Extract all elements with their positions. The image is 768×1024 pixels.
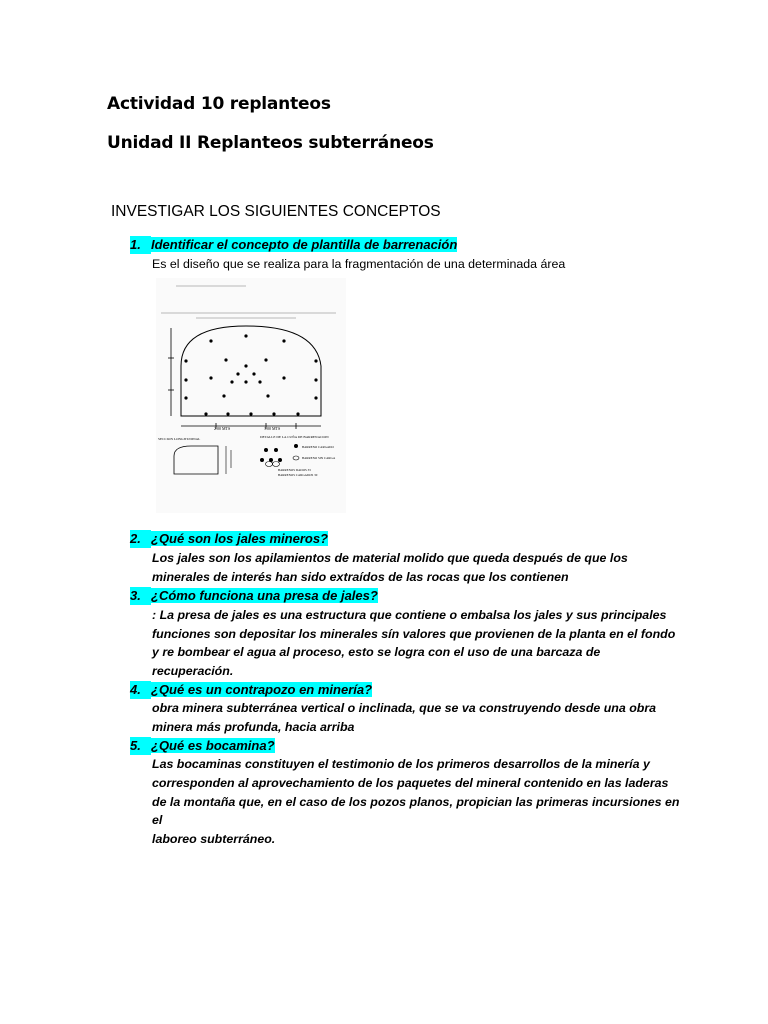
answer-5-line-2: corresponden al aprovechamiento de los paquetes del mineral contenido en las laderas [152, 776, 669, 790]
diagram-label-side-view: SECCION LONGITUDINAL [158, 437, 201, 441]
diagram-totals-2: BARRENOS CARGADOS 30 [278, 473, 318, 477]
diagram-legend-loaded: BARRENO CARGADO [302, 445, 334, 449]
question-5 [130, 737, 275, 755]
answer-3-line-3: y re bombear el agua al proceso, esto se logra con el uso de una barcaza de [152, 645, 601, 659]
question-1 [130, 236, 457, 254]
answer-3-line-4: recuperación. [152, 664, 234, 678]
answer-5-line-4: el [152, 813, 163, 827]
answer-3-line-1: : La presa de jales es una estructura que contiene o embalsa los jales y sus principales [152, 608, 667, 622]
diagram-totals: BARRENOS DADOS 33 [278, 468, 311, 472]
question-text: ¿Cómo funciona una presa de jales? [151, 588, 378, 603]
diagram-legend-unloaded: BARRENO SIN CARGA [302, 456, 336, 460]
question-2 [130, 530, 328, 548]
section-heading: INVESTIGAR LOS SIGUIENTES CONCEPTOS [111, 203, 441, 220]
answer-4-line-1: obra minera subterránea vertical o inclinada, que se va construyendo desde una obra [152, 701, 657, 715]
answer-2-line-2: minerales de interés han sido extraídos de las rocas que los contienen [152, 570, 569, 584]
answer-5-line-1: Las bocaminas constituyen el testimonio de los primeros desarrollos de la minería y [152, 757, 650, 771]
question-text: Identificar el concepto de plantilla de barrenación [151, 237, 458, 252]
question-number: 3. [130, 587, 151, 605]
answer-1-line-1: Es el diseño que se realiza para la fragmentación de una determinada área [152, 257, 566, 271]
document-title: Actividad 10 replanteos [107, 94, 331, 114]
question-number: 4. [130, 681, 151, 699]
answer-5-line-3: de la montaña que, en el caso de los pozos planos, propician las primeras incursiones en [152, 795, 680, 809]
question-text: ¿Qué es un contrapozo en minería? [151, 682, 373, 697]
diagram-label-mts-right: 1.00 MTS [264, 426, 281, 431]
question-3 [130, 587, 378, 605]
question-4 [130, 681, 372, 699]
answer-2-line-1: Los jales son los apilamientos de material molido que queda después de que los [152, 551, 628, 565]
question-number: 2. [130, 530, 151, 548]
answer-4-line-2: minera más profunda, hacia arriba [152, 720, 355, 734]
drilling-pattern-diagram [156, 278, 346, 513]
question-number: 1. [130, 236, 151, 254]
diagram-label-detail: DETALLE DE LA CUÑA DE BARRENACION [260, 435, 329, 439]
question-number: 5. [130, 737, 151, 755]
answer-5-line-5: laboreo subterráneo. [152, 832, 276, 846]
question-text: ¿Qué es bocamina? [151, 738, 275, 753]
document-subtitle: Unidad II Replanteos subterráneos [107, 133, 434, 153]
diagram-label-mts-left: 2.00 MTS [214, 426, 231, 431]
answer-3-line-2: funciones son depositar los minerales sín valores que provienen de la planta en el fondo [152, 627, 676, 641]
question-text: ¿Qué son los jales mineros? [151, 531, 328, 546]
